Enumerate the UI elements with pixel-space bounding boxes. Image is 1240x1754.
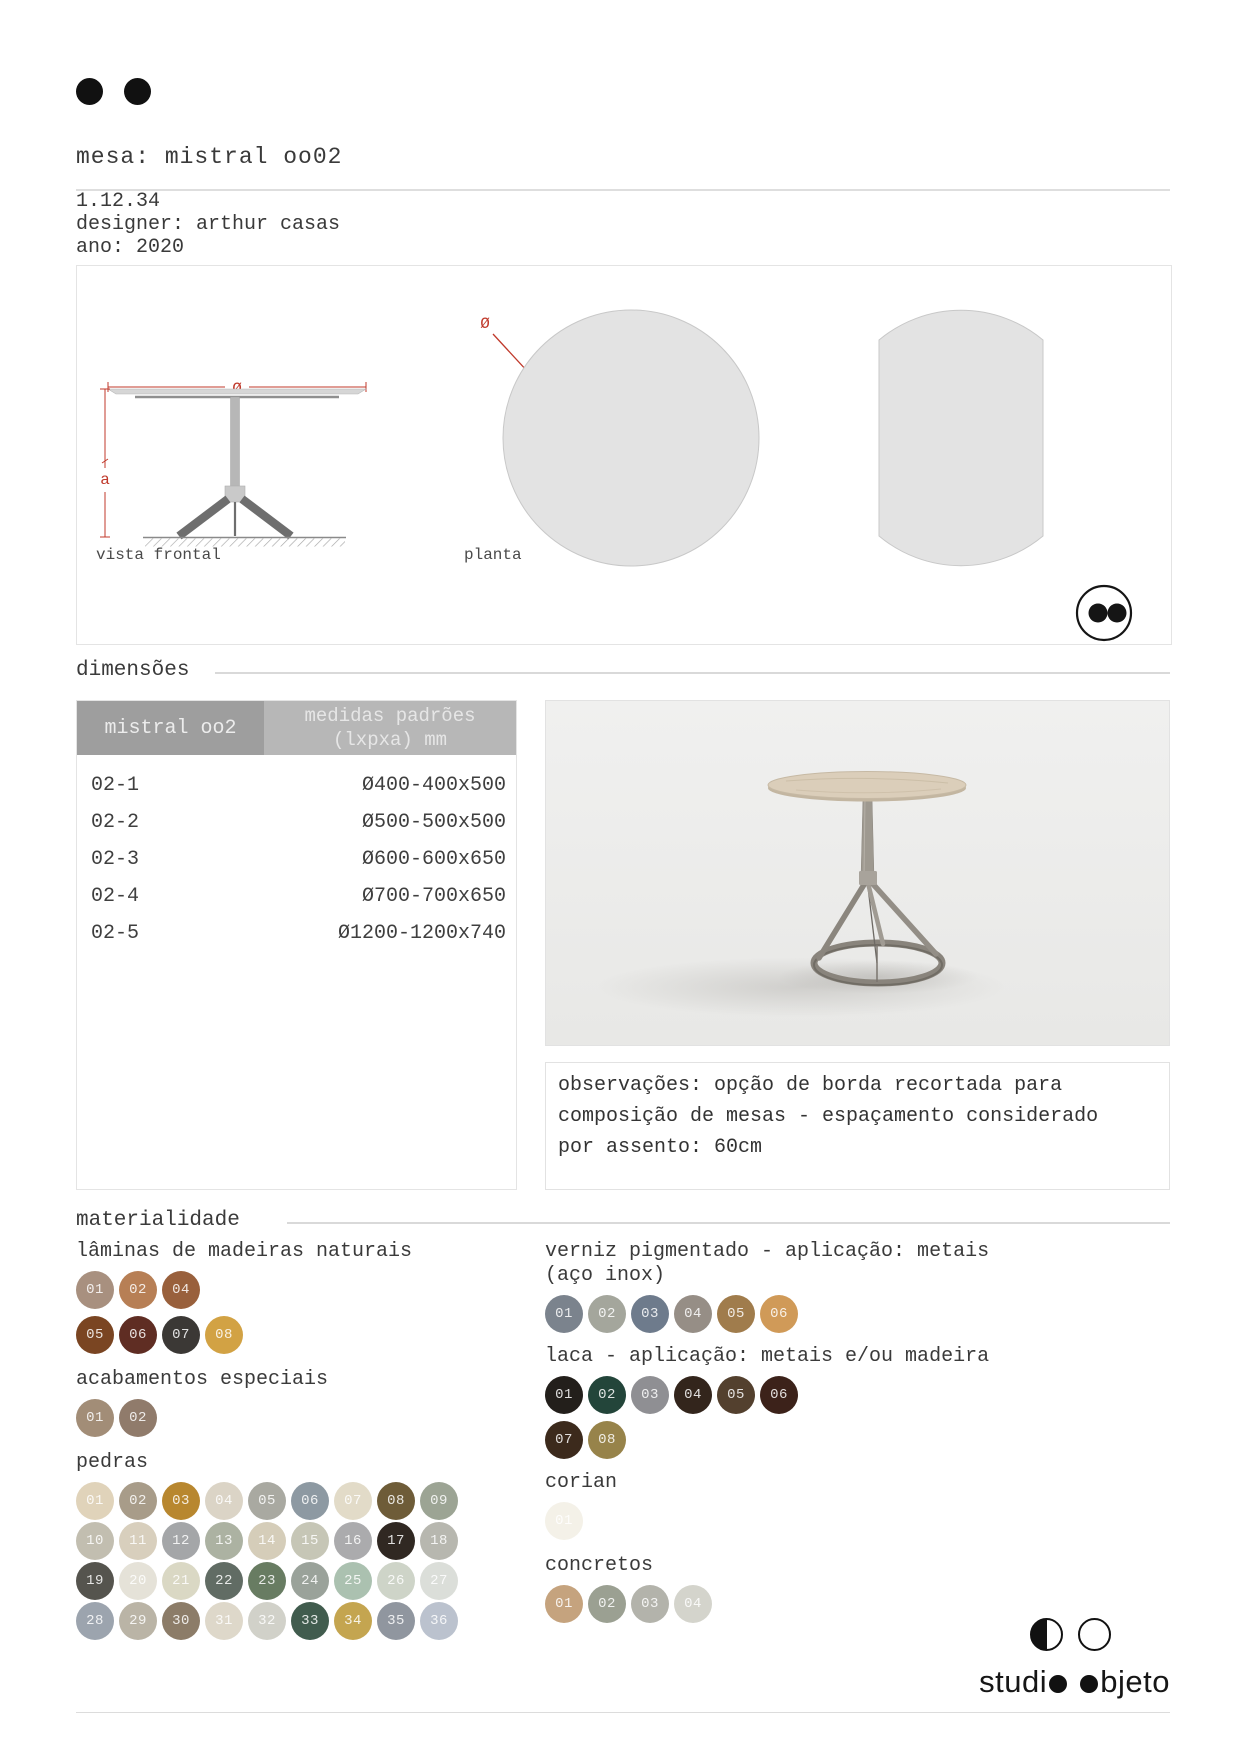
- madeiras-label: lâminas de madeiras naturais: [76, 1240, 413, 1263]
- material-swatch: 02: [588, 1295, 626, 1333]
- brand-dot-icon: [124, 78, 151, 105]
- material-swatch: 02: [119, 1399, 157, 1437]
- table-cell-measure: Ø600-600x650: [361, 848, 506, 871]
- swatch-row: [76, 1271, 531, 1309]
- material-swatch: 19: [76, 1562, 114, 1600]
- material-swatch: 01: [545, 1376, 583, 1414]
- pedras-label: pedras: [76, 1451, 149, 1474]
- madeiras-swatches: [76, 1271, 531, 1354]
- material-swatch: 22: [205, 1562, 243, 1600]
- studio-logo-text: studi bjeto: [979, 1664, 1170, 1699]
- material-swatch: 01: [545, 1502, 583, 1540]
- material-swatch: 05: [717, 1295, 755, 1333]
- table-cell-model: 02-4: [91, 885, 140, 908]
- material-swatch: 02: [588, 1376, 626, 1414]
- material-swatch: 08: [205, 1316, 243, 1354]
- logo-o-dot-icon: [1049, 1675, 1067, 1693]
- table-header-model: mistral oo2: [77, 701, 264, 755]
- corian-swatches: [545, 1502, 1175, 1540]
- technical-drawing: [77, 266, 1169, 642]
- material-swatch: 01: [76, 1399, 114, 1437]
- dimensions-section-title: dimensões: [76, 659, 190, 682]
- material-swatch: 01: [76, 1271, 114, 1309]
- pedras-swatches: [76, 1482, 531, 1640]
- table-cell-model: 02-5: [91, 922, 140, 945]
- material-swatch: 28: [76, 1602, 114, 1640]
- material-swatch: 10: [76, 1522, 114, 1560]
- studio-logo-icons: [1030, 1618, 1111, 1651]
- product-code: 1.12.34: [76, 190, 161, 213]
- concretos-label: concretos: [545, 1554, 654, 1577]
- plan-round-top: [503, 310, 759, 566]
- material-swatch: 36: [420, 1602, 458, 1640]
- material-swatch: 23: [248, 1562, 286, 1600]
- dimensions-divider: [215, 672, 1170, 674]
- material-swatch: 01: [76, 1482, 114, 1520]
- material-swatch: 03: [631, 1376, 669, 1414]
- front-view-drawing: [96, 380, 366, 564]
- material-swatch: 13: [205, 1522, 243, 1560]
- swatch-row: [545, 1421, 1175, 1459]
- material-swatch: 07: [334, 1482, 372, 1520]
- material-swatch: 02: [119, 1271, 157, 1309]
- material-swatch: 04: [162, 1271, 200, 1309]
- material-swatch: 30: [162, 1602, 200, 1640]
- laca-label: laca - aplicação: metais e/ou madeira: [545, 1345, 990, 1368]
- material-swatch: 33: [291, 1602, 329, 1640]
- material-swatch: 09: [420, 1482, 458, 1520]
- product-meta: [76, 190, 340, 259]
- table-row: [77, 878, 516, 915]
- logo-o-dot-icon: [1080, 1675, 1098, 1693]
- materiality-divider: [287, 1222, 1170, 1224]
- verniz-label: verniz pigmentado - aplicação: metais: [545, 1240, 990, 1263]
- material-swatch: 03: [631, 1585, 669, 1623]
- material-swatch: 12: [162, 1522, 200, 1560]
- outline-circle-icon: [1078, 1618, 1111, 1651]
- material-swatch: 31: [205, 1602, 243, 1640]
- material-swatch: 03: [631, 1295, 669, 1333]
- swatch-row: [545, 1502, 1175, 1540]
- plan-view-drawing: [464, 310, 1043, 566]
- observations-line: observações: opção de borda recortada para: [558, 1074, 1063, 1097]
- material-swatch: 03: [162, 1482, 200, 1520]
- material-swatch: 24: [291, 1562, 329, 1600]
- acabamentos-label: acabamentos especiais: [76, 1368, 329, 1391]
- front-view-label: vista frontal: [96, 546, 221, 564]
- materiality-left-column: [76, 1240, 531, 1640]
- table-cell-model: 02-3: [91, 848, 140, 871]
- material-swatch: 06: [291, 1482, 329, 1520]
- material-swatch: 29: [119, 1602, 157, 1640]
- material-swatch: 01: [545, 1295, 583, 1333]
- height-symbol: a: [100, 471, 110, 489]
- material-swatch: 27: [420, 1562, 458, 1600]
- material-swatch: 21: [162, 1562, 200, 1600]
- table-header-measures: medidas padrões (lxpxa) mm: [264, 701, 516, 755]
- material-swatch: 05: [76, 1316, 114, 1354]
- material-swatch: 05: [717, 1376, 755, 1414]
- product-photo: [545, 700, 1170, 1046]
- material-swatch: 14: [248, 1522, 286, 1560]
- verniz-swatches: [545, 1295, 1175, 1333]
- plan-diameter-symbol: Ø: [480, 315, 490, 333]
- material-swatch: 17: [377, 1522, 415, 1560]
- half-moon-circle-icon: [1030, 1618, 1063, 1651]
- product-year: ano: 2020: [76, 236, 185, 259]
- materiality-right-column: [545, 1240, 1175, 1623]
- table-row: [77, 804, 516, 841]
- swatch-row: [76, 1399, 531, 1437]
- table-cell-measure: Ø700-700x650: [361, 885, 506, 908]
- material-swatch: 02: [588, 1585, 626, 1623]
- verniz-sublabel: (aço inox): [545, 1264, 666, 1287]
- swatch-row: [76, 1522, 531, 1560]
- dimensions-table: [76, 700, 517, 1190]
- swatch-row: [76, 1482, 531, 1520]
- observations-box: [545, 1062, 1170, 1190]
- material-swatch: 06: [119, 1316, 157, 1354]
- product-photo-render: [546, 701, 1169, 1045]
- brand-dots: [76, 78, 151, 105]
- brand-dot-icon: [76, 78, 103, 105]
- table-cell-model: 02-2: [91, 811, 140, 834]
- material-swatch: 11: [119, 1522, 157, 1560]
- dimensions-table-body: [77, 755, 516, 952]
- material-swatch: 32: [248, 1602, 286, 1640]
- table-cell-measure: Ø1200-1200x740: [337, 922, 506, 945]
- table-row: [77, 915, 516, 952]
- technical-drawing-box: [76, 265, 1172, 645]
- table-row: [77, 767, 516, 804]
- material-swatch: 15: [291, 1522, 329, 1560]
- acabamentos-swatches: [76, 1399, 531, 1437]
- swatch-row: [76, 1316, 531, 1354]
- material-swatch: 35: [377, 1602, 415, 1640]
- table-cell-measure: Ø400-400x500: [361, 774, 506, 797]
- material-swatch: 04: [674, 1295, 712, 1333]
- swatch-row: [76, 1602, 531, 1640]
- materiality-section-title: materialidade: [76, 1209, 240, 1232]
- material-swatch: 01: [545, 1585, 583, 1623]
- plan-label: planta: [464, 546, 522, 564]
- material-swatch: 20: [119, 1562, 157, 1600]
- material-swatch: 04: [674, 1376, 712, 1414]
- table-cell-model: 02-1: [91, 774, 140, 797]
- material-swatch: 02: [119, 1482, 157, 1520]
- table-cell-measure: Ø500-500x500: [361, 811, 506, 834]
- plan-cut-edge-top: [879, 310, 1043, 565]
- page-title: mesa: mistral oo02: [76, 144, 343, 170]
- swatch-row: [545, 1376, 1175, 1414]
- material-swatch: 26: [377, 1562, 415, 1600]
- observations-line: composição de mesas - espaçamento considerado: [558, 1105, 1099, 1128]
- swatch-row: [76, 1562, 531, 1600]
- footer-divider: [76, 1712, 1170, 1713]
- product-designer: designer: arthur casas: [76, 213, 341, 236]
- table-row: [77, 841, 516, 878]
- material-swatch: 25: [334, 1562, 372, 1600]
- material-swatch: 07: [545, 1421, 583, 1459]
- material-swatch: 34: [334, 1602, 372, 1640]
- material-swatch: 07: [162, 1316, 200, 1354]
- laca-swatches: [545, 1376, 1175, 1459]
- observations-line: por assento: 60cm: [558, 1136, 763, 1159]
- material-swatch: 18: [420, 1522, 458, 1560]
- material-swatch: 05: [248, 1482, 286, 1520]
- material-swatch: 04: [205, 1482, 243, 1520]
- material-swatch: 06: [760, 1295, 798, 1333]
- dimensions-table-header: [77, 701, 516, 755]
- material-swatch: 08: [377, 1482, 415, 1520]
- swatch-row: [545, 1295, 1175, 1333]
- corian-label: corian: [545, 1471, 618, 1494]
- drawing-box-logo-icon: [1077, 586, 1131, 640]
- material-swatch: 06: [760, 1376, 798, 1414]
- material-swatch: 04: [674, 1585, 712, 1623]
- material-swatch: 16: [334, 1522, 372, 1560]
- material-swatch: 08: [588, 1421, 626, 1459]
